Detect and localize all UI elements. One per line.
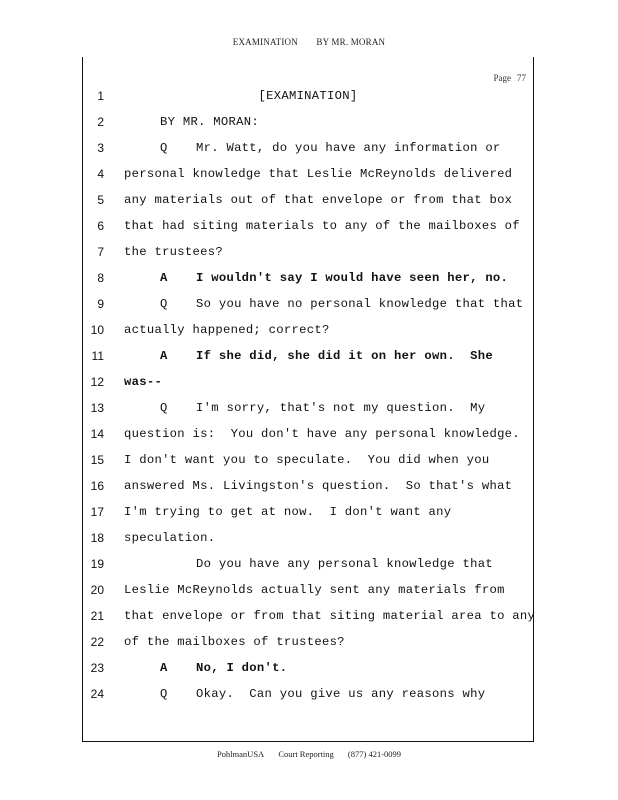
line-number: 19 — [90, 557, 104, 571]
transcript-line — [124, 427, 520, 441]
line-text: answered Ms. Livingston's question. So that's what — [124, 479, 513, 493]
line-number: 14 — [90, 427, 104, 441]
line-number: 21 — [90, 609, 104, 623]
line-number: 8 — [97, 271, 104, 285]
answer-marker: A — [160, 349, 168, 363]
line-text: that envelope or from that siting material area to any — [124, 609, 536, 623]
running-footer — [0, 749, 618, 759]
footer-service: Court Reporting — [278, 749, 334, 759]
line-number: 9 — [97, 297, 104, 311]
line-number: 4 — [97, 167, 104, 181]
transcript-line — [124, 453, 489, 467]
line-number: 22 — [90, 635, 104, 649]
line-number: 7 — [97, 245, 104, 259]
line-text: Leslie McReynolds actually sent any materials from — [124, 583, 505, 597]
line-text: the trustees? — [124, 245, 223, 259]
line-text: question is: You don't have any personal knowledge. — [124, 427, 520, 441]
line-number: 10 — [90, 323, 104, 337]
page-label: Page — [493, 73, 511, 83]
header-examiner: BY MR. MORAN — [316, 37, 386, 47]
transcript-line — [124, 479, 512, 493]
line-text: No, I don't. — [196, 661, 288, 675]
line-number: 18 — [90, 531, 104, 545]
page-number — [494, 73, 527, 83]
transcript-line — [160, 115, 259, 129]
line-text: BY MR. MORAN: — [160, 115, 259, 129]
transcript-line — [124, 609, 535, 623]
transcript-line — [160, 401, 485, 415]
header-section: EXAMINATION — [232, 37, 298, 47]
transcript-line — [160, 297, 523, 311]
transcript-line — [124, 505, 451, 519]
line-text: that had siting materials to any of the mailboxes of — [124, 219, 520, 233]
line-text: Okay. Can you give us any reasons why — [196, 687, 486, 701]
transcript-line — [124, 375, 162, 389]
line-number: 17 — [90, 505, 104, 519]
line-text: Mr. Watt, do you have any information or — [196, 141, 501, 155]
line-number: 23 — [90, 661, 104, 675]
transcript-line — [124, 193, 512, 207]
line-number: 13 — [90, 401, 104, 415]
line-text: personal knowledge that Leslie McReynolds delivered — [124, 167, 513, 181]
transcript-line — [196, 557, 493, 571]
line-text: [EXAMINATION] — [258, 89, 358, 103]
transcript-line — [124, 245, 223, 259]
line-number: 24 — [90, 687, 104, 701]
answer-marker: A — [160, 661, 168, 675]
transcript-line — [160, 661, 287, 675]
line-text: of the mailboxes of trustees? — [124, 635, 345, 649]
page-number-value: 77 — [517, 73, 526, 83]
line-text: actually happened; correct? — [124, 323, 330, 337]
line-number: 1 — [97, 89, 104, 103]
line-text: I wouldn't say I would have seen her, no. — [196, 271, 509, 285]
question-marker: Q — [160, 297, 168, 311]
line-text: speculation. — [124, 531, 216, 545]
transcript-line — [160, 349, 493, 363]
question-marker: Q — [160, 401, 168, 415]
line-number: 6 — [97, 219, 104, 233]
line-text: was-- — [124, 375, 163, 389]
line-number: 2 — [97, 115, 104, 129]
running-header — [0, 37, 618, 47]
line-number: 5 — [97, 193, 104, 207]
footer-company: PohlmanUSA — [216, 749, 265, 759]
line-text: any materials out of that envelope or from that box — [124, 193, 513, 207]
line-number: 15 — [90, 453, 104, 467]
transcript-line — [124, 531, 215, 545]
question-marker: Q — [160, 141, 168, 155]
line-text: So you have no personal knowledge that that — [196, 297, 524, 311]
transcript-line — [160, 141, 501, 155]
answer-marker: A — [160, 271, 168, 285]
line-text: Do you have any personal knowledge that — [196, 557, 493, 571]
line-text: I'm sorry, that's not my question. My — [196, 401, 486, 415]
line-text: I'm trying to get at now. I don't want any — [124, 505, 452, 519]
transcript-line — [160, 687, 485, 701]
transcript-line — [82, 89, 534, 103]
question-marker: Q — [160, 687, 168, 701]
line-number: 16 — [90, 479, 104, 493]
line-text: If she did, she did it on her own. She — [196, 349, 493, 363]
transcript-line — [124, 583, 505, 597]
transcript-line — [124, 219, 520, 233]
line-number: 12 — [90, 375, 104, 389]
line-number: 11 — [91, 349, 104, 363]
transcript-line — [124, 323, 330, 337]
line-number: 20 — [90, 583, 104, 597]
footer-phone: (877) 421-0099 — [347, 749, 402, 759]
transcript-line — [124, 167, 512, 181]
transcript-line — [124, 635, 345, 649]
transcript-line — [160, 271, 508, 285]
line-number: 3 — [97, 141, 104, 155]
line-text: I don't want you to speculate. You did when you — [124, 453, 490, 467]
